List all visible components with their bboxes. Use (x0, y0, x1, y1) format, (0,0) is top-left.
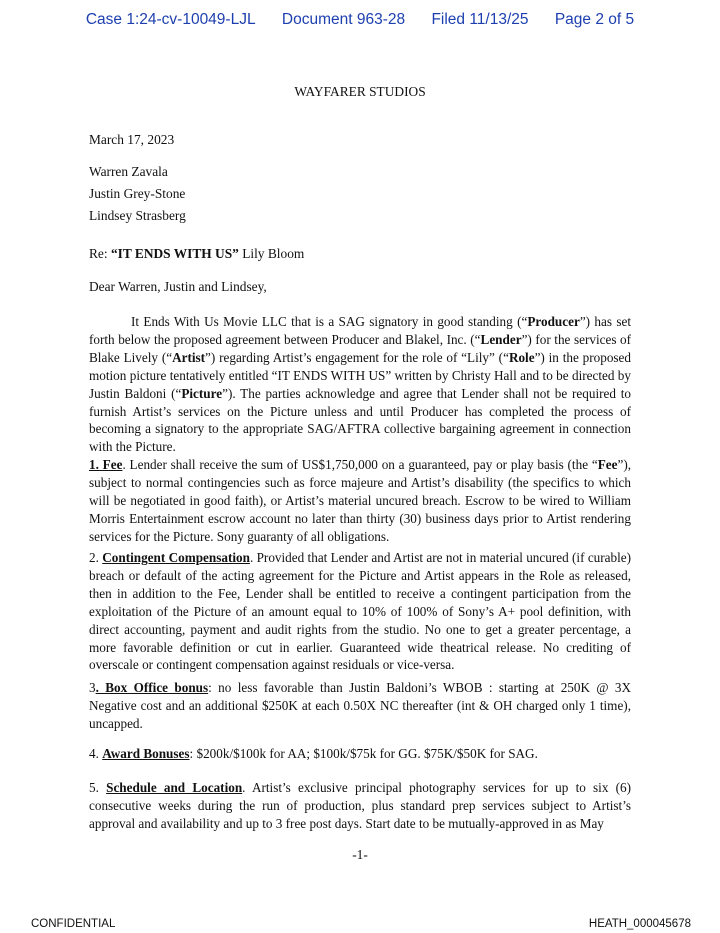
award-bonuses-paragraph: 4. Award Bonuses: $200k/$100k for AA; $100k/$75k for GG. $75K/$50K for SAG. (89, 746, 538, 761)
recipient: Justin Grey-Stone (89, 186, 186, 201)
re-title: “IT ENDS WITH US” (110, 246, 239, 261)
schedule-heading: Schedule and Location (106, 780, 243, 795)
bates-number: HEATH_000045678 (588, 918, 691, 930)
re-suffix: Lily Bloom (238, 246, 305, 261)
fee-heading: 1. Fee (89, 457, 123, 472)
salutation: Dear Warren, Justin and Lindsey, (89, 279, 267, 294)
recipient: Lindsey Strasberg (89, 208, 186, 223)
schedule-paragraph: 5. Schedule and Location. Artist’s exclusive principal photography services for up to six (6) consecutive weeks during the run of production, plus standard prep services subject to Artist’s approval and availability and up to 3 free post days. Start date to be mutually-approved in as May (89, 780, 632, 831)
company-name: WAYFARER STUDIOS (294, 84, 426, 99)
re-line (89, 246, 304, 262)
page-number: -1- (352, 847, 368, 862)
recipient: Warren Zavala (89, 164, 168, 179)
re-prefix: Re: (89, 246, 111, 261)
case-number: Case 1:24-cv-10049-LJL (85, 11, 256, 28)
case-header (0, 11, 720, 29)
intro-paragraph: It Ends With Us Movie LLC that is a SAG signatory in good standing (“Producer”) has set forth below the proposed agreement between Producer and Blakel, Inc. (“Lender”) for the services of Blake Lively (“Artist”) regarding Artist’s engagement for the role of “Lily” (“Role”) in the proposed motion picture tentatively entitled “IT ENDS WITH US” written by Christy Hall and to be directed by Justin Baldoni (“Picture”). The parties acknowledge and agree that Lender shall not be required to furnish Artist’s services on the Picture unless and until Producer has completed the process of becoming a signatory to the appropriate SAG/AFTRA collective bargaining agreement in connection with the Picture. (89, 314, 631, 455)
fee-paragraph: 1. Fee. Lender shall receive the sum of US$1,750,000 on a guaranteed, pay or play basis (the “Fee”), subject to normal contingencies such as force majeure and Artist’s disability (the specifics to which will be negotiated in good faith), or Artist’s material uncured breach. Escrow to be wired to William Morris Entertainment escrow account no later than thirty (30) business days prior to Artist rendering services for the Picture. Sony guaranty of all obligations. (89, 457, 632, 544)
filed-date: Filed 11/13/25 (431, 11, 529, 28)
document-number: Document 963-28 (281, 11, 406, 28)
letter-date: March 17, 2023 (89, 132, 175, 147)
contingent-compensation-paragraph: 2. Contingent Compensation. Provided that Lender and Artist are not in material uncured (if curable) breach or default of the acting agreement for the Picture and Artist appears in the Role as released, then in addition to the Fee, Lender shall be entitled to receive a contingent participation from the exploitation of the Picture of an amount equal to 10% of 100% of Sony’s A+ pool definition, with direct accounting, payment and audit rights from the studio. No one to get a greater percentage, a more favorable definition or cut in earlier. Guaranteed wide theatrical release. No crediting of overscale or contingent compensation against residuals or vice-versa. (89, 550, 632, 673)
confidential-label: CONFIDENTIAL (31, 918, 116, 930)
award-heading: Award Bonuses (102, 746, 190, 761)
box-office-heading: . Box Office bonus (95, 680, 209, 695)
box-office-paragraph: 3. Box Office bonus: no less favorable than Justin Baldoni’s WBOB : starting at 250K @ 3X Negative cost and an additional $250K at each 0.50X NC thereafter (int & OH charged only 1 time), uncapped. (89, 680, 631, 731)
contingent-heading: Contingent Compensation (102, 550, 250, 565)
page-indicator: Page 2 of 5 (554, 11, 635, 28)
